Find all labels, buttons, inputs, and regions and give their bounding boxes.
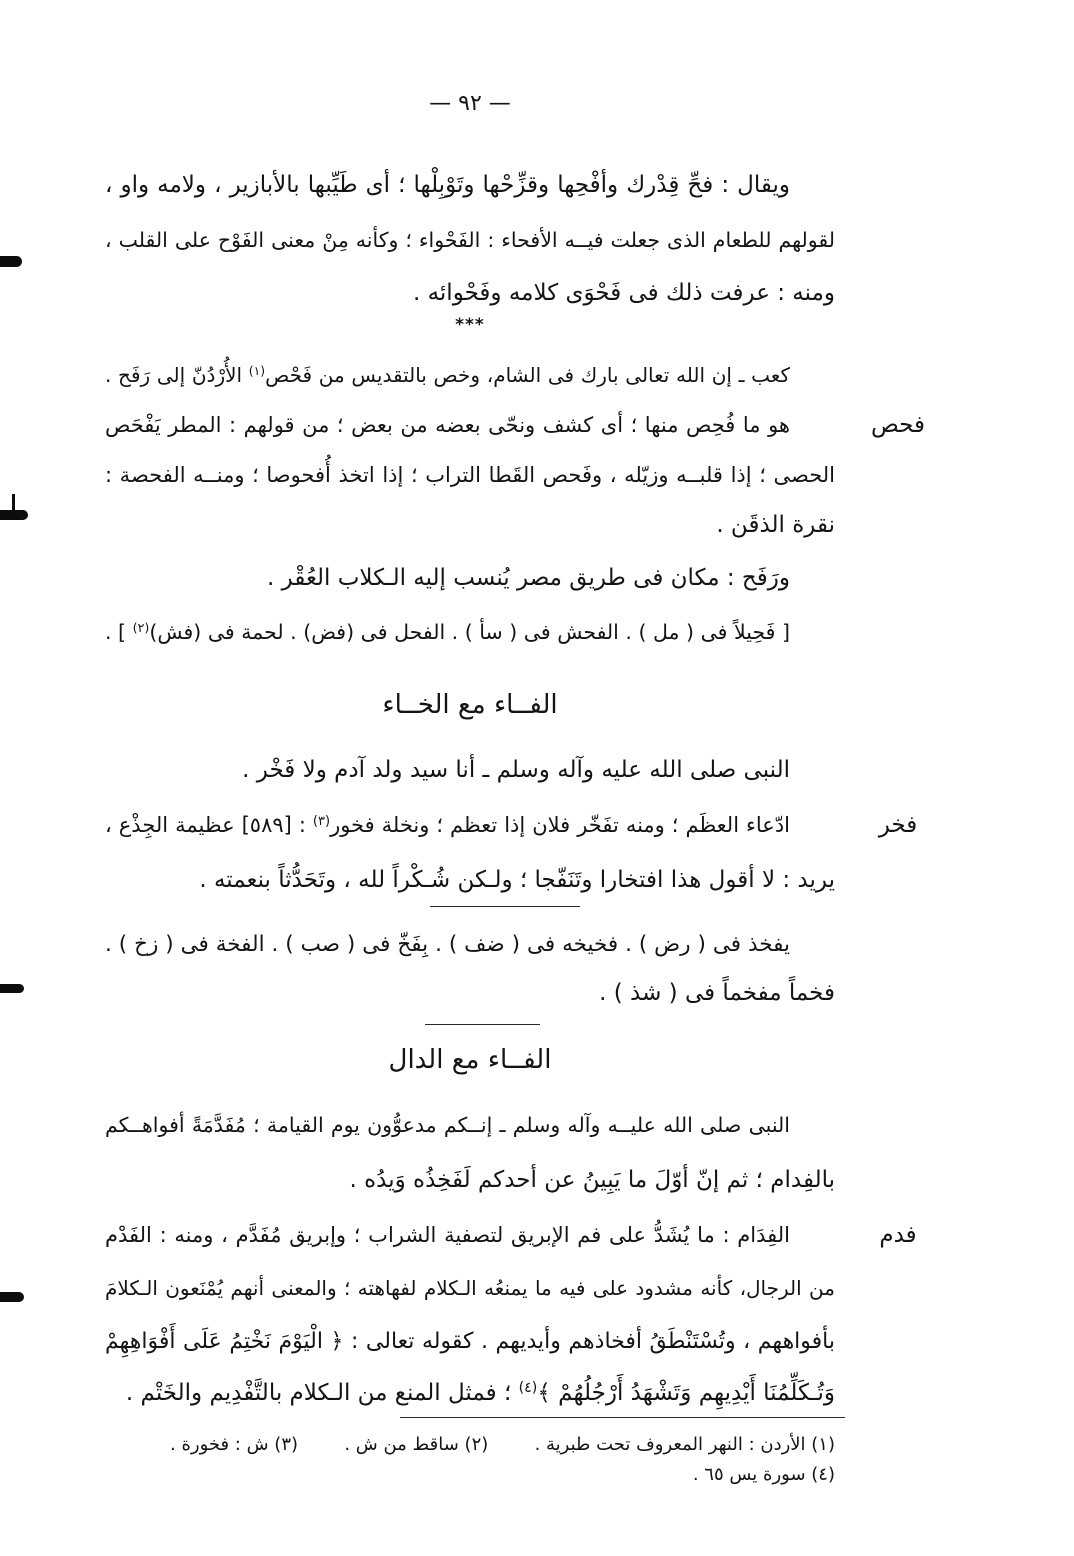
text-line: الفِدَام : ما يُشَدُّ على فم الإبريق لتصفية الشراب ؛ وإبريق مُفَدَّم ، ومنه : الفَدْم <box>105 1223 790 1247</box>
cross-reference-line: يفخذ فى ( رض ) . فخيخه فى ( ضف ) . بِفَخّ فى ( صب ) . الفخة فى ( زخ ) . <box>105 932 790 957</box>
section-heading: الفــاء مع الدال <box>388 1045 552 1075</box>
footnote-marker: (٤) <box>518 1380 538 1397</box>
hadith-line <box>105 353 835 397</box>
footnotes-row <box>170 1461 835 1489</box>
text-segment: كعب ـ إن الله تعالى بارك فى الشام، وخص بالتقديس من فَحْص <box>265 363 790 387</box>
text-line: الحصى ؛ إذا قلبــه وزيّله ، وفَحص القَطا التراب ؛ إذا اتخذ أُفحوصا ؛ ومنــه الفحصة : <box>105 463 835 487</box>
text-segment: ] . <box>105 620 133 644</box>
margin-headword: فخر <box>878 812 918 838</box>
text-segment: ادّعاء العظَم ؛ ومنه تفَخّر فلان إذا تعظم ؛ ونخلة فخور <box>330 813 791 837</box>
footnote: (١) الأردن : النهر المعروف تحت طبرية . <box>534 1434 835 1455</box>
hadith-line: النبى صلى الله عليــه وآله وسلم ـ إنــكم مدعوُّون يوم القيامة ؛ مُفَدَّمَةً أفواهــكم <box>105 1113 790 1137</box>
cross-reference-line <box>105 610 835 654</box>
cross-reference-line: فخماً مفخماً فى ( شذ ) . <box>599 980 835 1006</box>
footnote-rule <box>400 1417 845 1418</box>
margin-headword: فدم <box>879 1222 917 1248</box>
text-line: ورَفَح : مكان فى طريق مصر يُنسب إليه الـكلاب العُقْر . <box>267 565 790 591</box>
footnote: (٢) ساقط من ش . <box>344 1434 489 1455</box>
text-segment: ؛ فمثل المنع من الـكلام بالتَّفْدِيم والخَتْم . <box>125 1380 519 1406</box>
footnotes-row <box>170 1431 835 1459</box>
scan-artifact-mark <box>0 984 24 993</box>
page-number: — ٩٢ — <box>429 91 511 116</box>
scan-artifact-mark <box>0 1292 24 1302</box>
text-line: لقولهم للطعام الذى جعلت فيــه الأفحاء : الفَحْواء ؛ وكأنه مِنْ معنى الفَوْح على القلب ، <box>105 228 835 252</box>
margin-headword: فحص <box>870 412 926 438</box>
text-line: بأفواههم ، وتُسْتَنْطَقُ أفخاذهم وأيديهم . كقوله تعالى : ﴿ الْيَوْمَ نَخْتِمُ عَلَى أَفْوَاهِهِمْ <box>105 1329 835 1354</box>
footnote-marker: (٣) <box>312 813 331 829</box>
hadith-line: بالفِدام ؛ ثم إنّ أوّلَ ما يَبِينُ عن أحدكم لَفَخِذُه وَيدُه . <box>349 1167 835 1193</box>
divider <box>425 1024 540 1025</box>
text-segment: وَتُـكَلِّمُنَا أَيْدِيهِم وَتَشْهَدُ أَرْجُلُهُمْ ﴾ <box>537 1380 835 1406</box>
text-line <box>105 1371 835 1415</box>
text-line: ومنه : عرفت ذلك فى فَحْوَى كلامه وفَحْوائه . <box>412 280 835 306</box>
footnote: (٣) ش : فخورة . <box>170 1434 299 1455</box>
text-segment: الأُرْدُنّ إلى رَفَح . <box>105 363 249 387</box>
text-line: يريد : لا أقول هذا افتخارا وتَنَفّجا ؛ ولـكن شُـكْراً لله ، وتَحَدُّثاً بنعمته . <box>199 867 835 893</box>
text-line <box>105 803 835 847</box>
text-segment: : [٥٨٩] عظيمة الجِذْع ، <box>105 813 313 837</box>
text-segment: [ فَحِيلاً فى ( مل ) . الفحش فى ( سأ ) . الفحل فى (فض) . لحمة فى (فش) <box>149 620 791 644</box>
text-line: من الرجال، كأنه مشدود على فيه ما يمنعُه الـكلام لفهاهته ؛ والمعنى أنهم يُمْنَعون الـكلامَ <box>105 1276 835 1300</box>
text-line: نقرة الذقَن . <box>716 512 835 538</box>
divider <box>430 906 580 907</box>
footnote-marker: (٢) <box>132 620 150 636</box>
footnote-marker: (١) <box>248 363 266 379</box>
hadith-line: النبى صلى الله عليه وآله وسلم ـ أنا سيد ولد آدم ولا فَخْر . <box>242 757 790 783</box>
separator-stars: *** <box>455 315 485 335</box>
scan-artifact-mark <box>0 256 22 267</box>
text-line: هو ما فُحِص منها ؛ أى كشف ونحّى بعضه من بعض ؛ من قولهم : المطر يَفْحَص <box>105 413 790 437</box>
footnote: (٤) سورة يس ٦٥ . <box>692 1464 835 1485</box>
section-heading: الفــاء مع الخــاء <box>382 690 558 720</box>
scan-artifact-mark <box>12 494 15 512</box>
text-line: ويقال : فحِّ قِدْرك وأفْحِها وقزِّحْها وتَوْبِلْها ؛ أى طَيِّبها بالأبازير ، ولامه واو ، <box>105 172 790 198</box>
